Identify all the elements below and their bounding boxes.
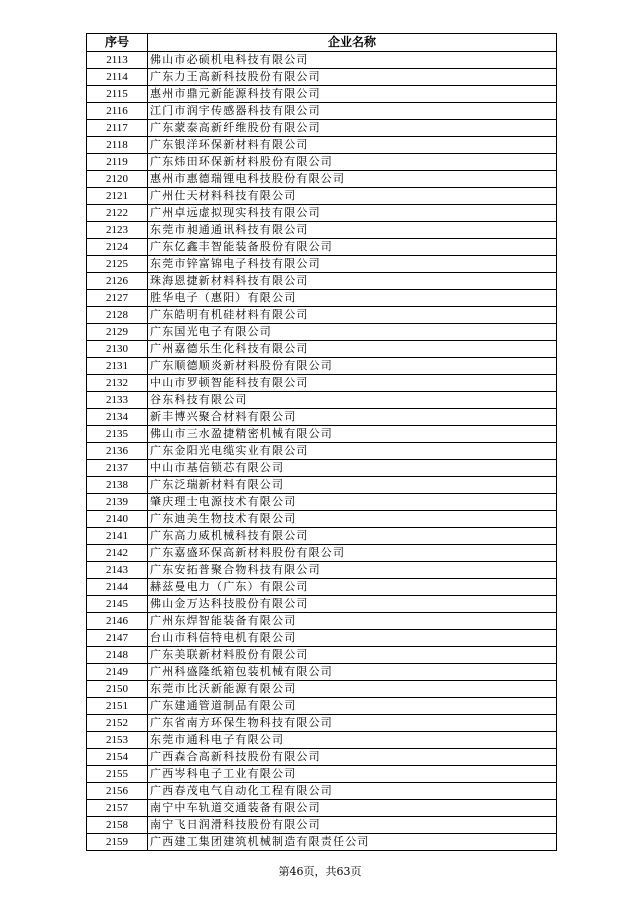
row-index: 2117 <box>87 120 148 137</box>
row-index: 2131 <box>87 358 148 375</box>
row-company-name: 广东顺德顺炎新材料股份有限公司 <box>148 358 557 375</box>
row-index: 2144 <box>87 579 148 596</box>
table-row <box>87 205 557 222</box>
row-company-name: 广东力王高新科技股份有限公司 <box>148 69 557 86</box>
row-index: 2132 <box>87 375 148 392</box>
table-row <box>87 222 557 239</box>
row-index: 2118 <box>87 137 148 154</box>
row-index: 2133 <box>87 392 148 409</box>
table-row <box>87 426 557 443</box>
row-index: 2129 <box>87 324 148 341</box>
row-index: 2143 <box>87 562 148 579</box>
row-company-name: 广西建工集团建筑机械制造有限责任公司 <box>148 834 557 851</box>
table-row <box>87 358 557 375</box>
row-index: 2128 <box>87 307 148 324</box>
row-company-name: 广西森合高新科技股份有限公司 <box>148 749 557 766</box>
row-index: 2138 <box>87 477 148 494</box>
row-index: 2142 <box>87 545 148 562</box>
row-index: 2134 <box>87 409 148 426</box>
row-index: 2122 <box>87 205 148 222</box>
row-company-name: 江门市润宇传感器科技有限公司 <box>148 103 557 120</box>
row-index: 2113 <box>87 52 148 69</box>
table-row <box>87 273 557 290</box>
row-index: 2154 <box>87 749 148 766</box>
row-index: 2114 <box>87 69 148 86</box>
table-row <box>87 443 557 460</box>
table-row <box>87 477 557 494</box>
header-index: 序号 <box>87 34 148 52</box>
table-row <box>87 86 557 103</box>
row-index: 2139 <box>87 494 148 511</box>
row-company-name: 广东建通管道制品有限公司 <box>148 698 557 715</box>
row-company-name: 广州嘉德乐生化科技有限公司 <box>148 341 557 358</box>
table-row <box>87 715 557 732</box>
company-table <box>86 33 557 851</box>
row-company-name: 东莞市锌富锦电子科技有限公司 <box>148 256 557 273</box>
table-row <box>87 647 557 664</box>
row-company-name: 台山市科信特电机有限公司 <box>148 630 557 647</box>
table-row <box>87 579 557 596</box>
table-row <box>87 494 557 511</box>
table-row <box>87 69 557 86</box>
header-company-name: 企业名称 <box>148 34 557 52</box>
table-row <box>87 392 557 409</box>
page-footer: 第46页，共63页 <box>278 865 362 878</box>
table-row <box>87 154 557 171</box>
table-header-row <box>87 34 557 52</box>
row-company-name: 广东省南方环保生物科技有限公司 <box>148 715 557 732</box>
row-company-name: 肇庆理士电源技术有限公司 <box>148 494 557 511</box>
row-index: 2159 <box>87 834 148 851</box>
table-row <box>87 188 557 205</box>
row-index: 2155 <box>87 766 148 783</box>
table-row <box>87 171 557 188</box>
row-company-name: 中山市罗顿智能科技有限公司 <box>148 375 557 392</box>
table-row <box>87 307 557 324</box>
row-index: 2121 <box>87 188 148 205</box>
table-row <box>87 120 557 137</box>
row-company-name: 广东银洋环保新材料有限公司 <box>148 137 557 154</box>
row-index: 2152 <box>87 715 148 732</box>
row-index: 2151 <box>87 698 148 715</box>
table-row <box>87 137 557 154</box>
table-row <box>87 52 557 69</box>
table-body <box>87 52 557 851</box>
row-company-name: 广东泛瑞新材料有限公司 <box>148 477 557 494</box>
row-company-name: 东莞市昶通通讯科技有限公司 <box>148 222 557 239</box>
row-company-name: 佛山市三水盈捷精密机械有限公司 <box>148 426 557 443</box>
row-company-name: 惠州市鼎元新能源科技有限公司 <box>148 86 557 103</box>
row-company-name: 广东美联新材料股份有限公司 <box>148 647 557 664</box>
row-company-name: 广东金阳光电缆实业有限公司 <box>148 443 557 460</box>
row-index: 2148 <box>87 647 148 664</box>
row-company-name: 南宁飞日润滑科技股份有限公司 <box>148 817 557 834</box>
table-row <box>87 664 557 681</box>
row-index: 2137 <box>87 460 148 477</box>
row-company-name: 广东国光电子有限公司 <box>148 324 557 341</box>
row-company-name: 广西岑科电子工业有限公司 <box>148 766 557 783</box>
table-row <box>87 834 557 851</box>
table-row <box>87 766 557 783</box>
row-index: 2123 <box>87 222 148 239</box>
row-company-name: 珠海恩捷新材料科技有限公司 <box>148 273 557 290</box>
row-company-name: 中山市基信锁芯有限公司 <box>148 460 557 477</box>
table-row <box>87 103 557 120</box>
row-company-name: 佛山市必硕机电科技有限公司 <box>148 52 557 69</box>
table-row <box>87 596 557 613</box>
row-company-name: 惠州市惠德瑞锂电科技股份有限公司 <box>148 171 557 188</box>
table-row <box>87 528 557 545</box>
row-company-name: 广州仕天材料科技有限公司 <box>148 188 557 205</box>
row-index: 2130 <box>87 341 148 358</box>
row-company-name: 新丰博兴聚合材料有限公司 <box>148 409 557 426</box>
row-index: 2145 <box>87 596 148 613</box>
row-company-name: 胜华电子（惠阳）有限公司 <box>148 290 557 307</box>
row-index: 2150 <box>87 681 148 698</box>
row-index: 2135 <box>87 426 148 443</box>
table-row <box>87 732 557 749</box>
table-row <box>87 545 557 562</box>
table-row <box>87 256 557 273</box>
row-company-name: 广东亿鑫丰智能装备股份有限公司 <box>148 239 557 256</box>
row-index: 2149 <box>87 664 148 681</box>
row-index: 2158 <box>87 817 148 834</box>
row-index: 2146 <box>87 613 148 630</box>
row-index: 2127 <box>87 290 148 307</box>
row-company-name: 广州卓远虚拟现实科技有限公司 <box>148 205 557 222</box>
row-company-name: 广东嘉盛环保高新材料股份有限公司 <box>148 545 557 562</box>
table-row <box>87 681 557 698</box>
table-row <box>87 460 557 477</box>
row-index: 2115 <box>87 86 148 103</box>
table-row <box>87 630 557 647</box>
table-row <box>87 698 557 715</box>
row-index: 2156 <box>87 783 148 800</box>
row-company-name: 广东皓明有机硅材料有限公司 <box>148 307 557 324</box>
row-index: 2140 <box>87 511 148 528</box>
row-company-name: 广东迪美生物技术有限公司 <box>148 511 557 528</box>
row-company-name: 广州东焊智能装备有限公司 <box>148 613 557 630</box>
table-row <box>87 511 557 528</box>
row-company-name: 广东蒙泰高新纤维股份有限公司 <box>148 120 557 137</box>
table-row <box>87 800 557 817</box>
row-company-name: 广州科盛隆纸箱包装机械有限公司 <box>148 664 557 681</box>
table-row <box>87 239 557 256</box>
table-row <box>87 817 557 834</box>
table-row <box>87 613 557 630</box>
table-row <box>87 375 557 392</box>
row-company-name: 谷东科技有限公司 <box>148 392 557 409</box>
row-index: 2147 <box>87 630 148 647</box>
table-row <box>87 290 557 307</box>
row-company-name: 广东安拓普聚合物科技有限公司 <box>148 562 557 579</box>
row-index: 2153 <box>87 732 148 749</box>
row-index: 2136 <box>87 443 148 460</box>
table-row <box>87 409 557 426</box>
row-index: 2124 <box>87 239 148 256</box>
table-row <box>87 324 557 341</box>
row-index: 2119 <box>87 154 148 171</box>
row-index: 2120 <box>87 171 148 188</box>
row-index: 2125 <box>87 256 148 273</box>
row-company-name: 广东高力威机械科技有限公司 <box>148 528 557 545</box>
row-company-name: 佛山金万达科技股份有限公司 <box>148 596 557 613</box>
table-row <box>87 562 557 579</box>
row-index: 2141 <box>87 528 148 545</box>
row-company-name: 广西春茂电气自动化工程有限公司 <box>148 783 557 800</box>
row-index: 2116 <box>87 103 148 120</box>
row-company-name: 广东炜田环保新材料股份有限公司 <box>148 154 557 171</box>
table-row <box>87 341 557 358</box>
table-row <box>87 783 557 800</box>
row-index: 2157 <box>87 800 148 817</box>
row-company-name: 东莞市通科电子有限公司 <box>148 732 557 749</box>
row-index: 2126 <box>87 273 148 290</box>
row-company-name: 南宁中车轨道交通装备有限公司 <box>148 800 557 817</box>
row-company-name: 东莞市比沃新能源有限公司 <box>148 681 557 698</box>
row-company-name: 赫兹曼电力（广东）有限公司 <box>148 579 557 596</box>
table-row <box>87 749 557 766</box>
